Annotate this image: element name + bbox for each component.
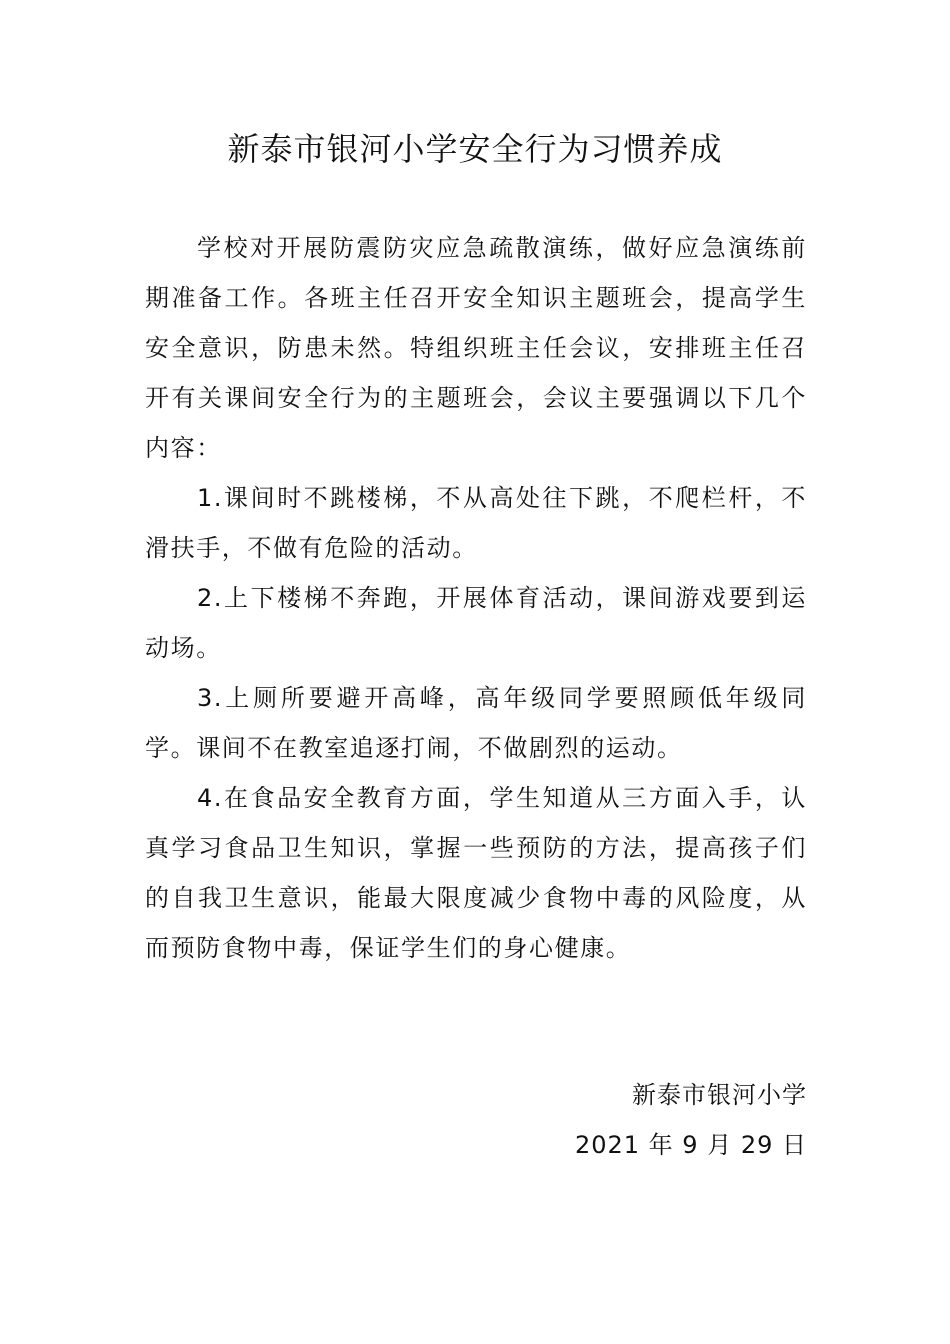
rule-item-3: 3.上厕所要避开高峰，高年级同学要照顾低年级同学。课间不在教室追逐打闹，不做剧烈的运动。 bbox=[145, 684, 807, 762]
rule-item-1: 1.课间时不跳楼梯，不从高处往下跳，不爬栏杆，不滑扶手，不做有危险的活动。 bbox=[145, 484, 807, 562]
rule-item-2: 2.上下楼梯不奔跑，开展体育活动，课间游戏要到运动场。 bbox=[145, 584, 807, 662]
signature-date: 2021 年 9 月 29 日 bbox=[574, 1131, 807, 1159]
intro-paragraph: 学校对开展防震防灾应急疏散演练，做好应急演练前期准备工作。各班主任召开安全知识主题班会，提高学生安全意识，防患未然。特组织班主任会议，安排班主任召开有关课间安全行为的主题班会，会议主要强调以下几个内容： bbox=[145, 234, 807, 462]
rule-item-4: 4.在食品安全教育方面，学生知道从三方面入手，认真学习食品卫生知识，掌握一些预防的方法，提高孩子们的自我卫生意识，能最大限度减少食物中毒的风险度，从而预防食物中毒，保证学生们的身心健康。 bbox=[145, 784, 807, 962]
signature-block bbox=[575, 1070, 807, 1170]
document-title: 新泰市银河小学安全行为习惯养成 bbox=[227, 130, 723, 168]
signature-organization: 新泰市银河小学 bbox=[632, 1081, 807, 1109]
document-body bbox=[145, 223, 807, 973]
